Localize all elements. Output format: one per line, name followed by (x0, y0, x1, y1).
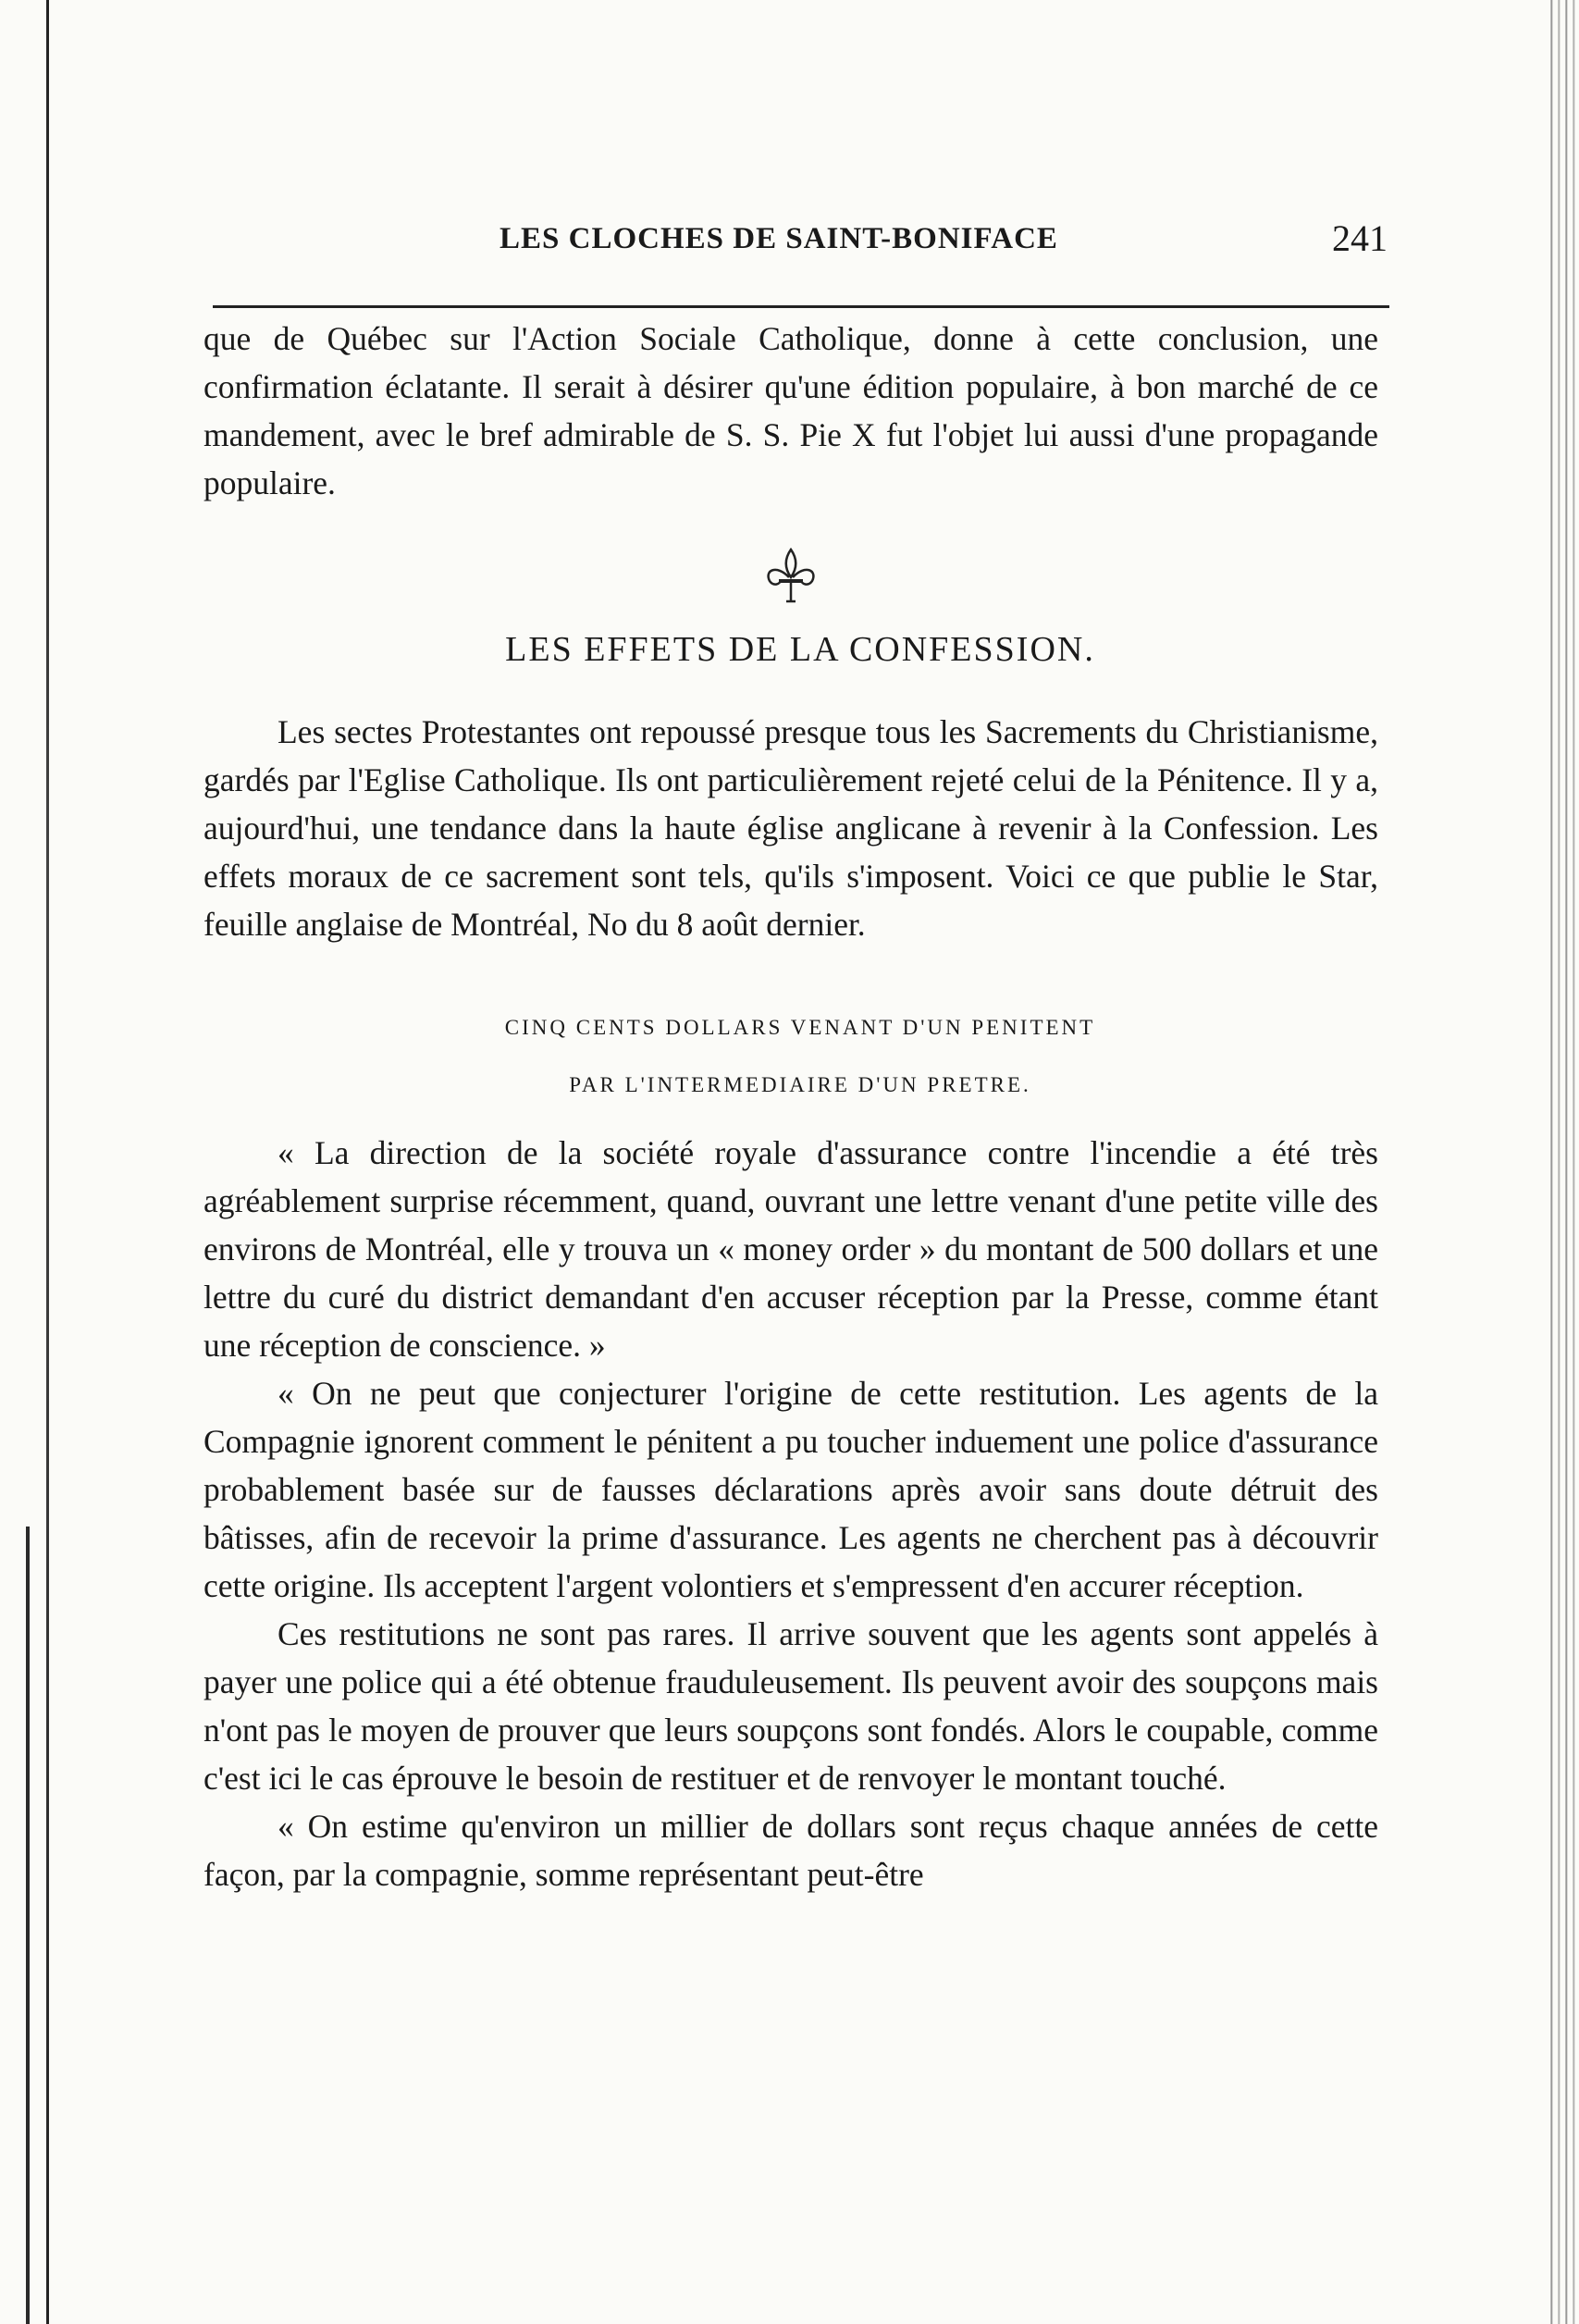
page-binding-edge (46, 0, 49, 2324)
quote-paragraph: « On estime qu'environ un millier de dollars sont reçus chaque années de cette façon, par la compagnie, somme représentant peut-être (204, 1808, 1378, 1893)
quote-paragraph: « La direction de la société royale d'assurance contre l'incendie a été très agréablement surprise récemment, quand, ouvrant une lettre venant d'une petite ville des environs de Montréal, elle y trouva un « money order » du montant de 500 dollars et une lettre du curé du district demandant d'en accuser réception par la Presse, comme étant une réception de conscience. » (204, 1134, 1378, 1364)
page-number: 241 (1332, 217, 1388, 259)
quote-paragraph: Ces restitutions ne sont pas rares. Il arrive souvent que les agents sont appelés à payer une police qui a été obtenue frauduleusement. Ils peuvent avoir des soupçons mais n'ont pas le moyen de prouver que leurs soupçons sont fondés. Alors le coupable, comme c'est ici le cas éprouve le besoin de restituer et de renvoyer le montant touché. (204, 1615, 1378, 1797)
subheading-1: CINQ CENTS DOLLARS VENANT D'UN PENITENT (504, 1016, 1096, 1039)
quote-paragraph: « On ne peut que conjecturer l'origine de cette restitution. Les agents de la Compagnie ignorent comment le pénitent a pu toucher induement une police d'assurance probablement basée sur de fausses déclarations après avoir sans doute détruit des bâtisses, afin de recevoir la prime d'assurance. Les agents ne cherchent pas à découvrir cette origine. Ils acceptent l'argent volontiers et s'empressent d'en accurer réception. (204, 1375, 1378, 1604)
page-stack-edge (1546, 0, 1579, 2324)
subheading-2: PAR L'INTERMEDIAIRE D'UN PRETRE. (569, 1073, 1031, 1096)
section-title: LES EFFETS DE LA CONFESSION. (505, 630, 1095, 669)
section-body (204, 708, 1378, 948)
intro-section (204, 315, 1378, 507)
running-head: LES CLOCHES DE SAINT-BONIFACE (500, 222, 1058, 255)
quoted-article (204, 1129, 1378, 1898)
header-rule (213, 305, 1389, 308)
page-header (213, 215, 1388, 270)
page-shadow-edge (26, 1527, 30, 2324)
fleur-de-lis-icon (759, 544, 823, 609)
intro-paragraph: que de Québec sur l'Action Sociale Catholique, donne à cette conclusion, une confirmation éclatante. Il serait à désirer qu'une édition populaire, à bon marché de ce mandement, avec le bref admirable de S. S. Pie X fut l'objet lui aussi d'une propagande populaire. (204, 320, 1378, 501)
section-paragraph: Les sectes Protestantes ont repoussé presque tous les Sacrements du Christianisme, gardés par l'Eglise Catholique. Ils ont particulièrement rejeté celui de la Pénitence. Il y a, aujourd'hui, une tendance dans la haute église anglicane à revenir à la Confession. Les effets moraux de ce sacrement sont tels, qu'ils s'imposent. Voici ce que publie le Star, feuille anglaise de Montréal, No du 8 août dernier. (204, 713, 1378, 943)
